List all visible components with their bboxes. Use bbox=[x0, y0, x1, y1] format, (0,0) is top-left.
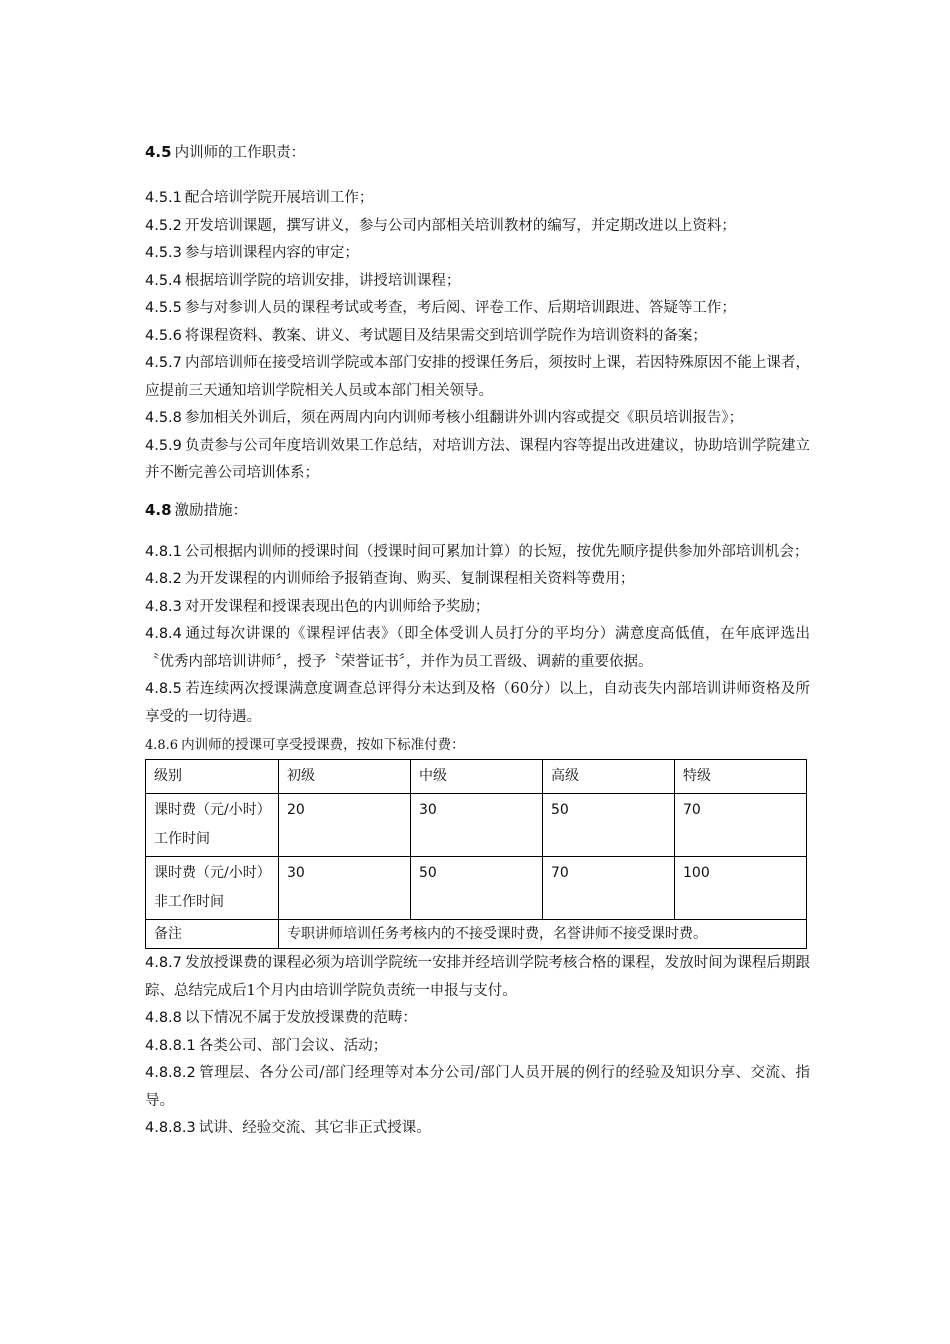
list-item: 4.5.5 参与对参训人员的课程考试或考查，考后阅、评卷工作、后期培训跟进、答疑等工作； bbox=[145, 300, 736, 316]
table-cell: 30 bbox=[279, 857, 411, 920]
list-item: 4.8.8 以下情况不属于发放授课费的范畴： bbox=[145, 1010, 417, 1026]
note-text: 专职讲师培训任务考核内的不接受课时费，名誉讲师不接受课时费。 bbox=[279, 920, 807, 949]
list-item: 4.8.3 对开发课程和授课表现出色的内训师给予奖励； bbox=[145, 598, 490, 615]
list-item: 4.5.7 内部培训师在接受培训学院或本部门安排的授课任务后，须按时上课，若因特殊原因不能上课者，应提前三天通知培训学院相关人员或本部门相关领导。 bbox=[145, 355, 810, 399]
section-heading-4-5 bbox=[145, 140, 810, 165]
section-title: 内训师的工作职责： bbox=[174, 145, 306, 161]
table-header-cell: 中级 bbox=[411, 760, 543, 794]
fee-table bbox=[145, 759, 807, 949]
list-item: 4.8.4 通过每次讲课的《课程评估表》（即全体受训人员打分的平均分）满意度高低值，在年底评选出〝优秀内部培训讲师〞，授予〝荣誉证书〞，并作为员工晋级、调薪的重要依据。 bbox=[145, 626, 810, 670]
list-item: 4.8.5 若连续两次授课满意度调查总评得分未达到及格（60分）以上，自动丧失内部培训讲师资格及所享受的一切待遇。 bbox=[145, 681, 810, 725]
table-header-cell: 级别 bbox=[146, 760, 279, 794]
list-item: 4.5.1 配合培训学院开展培训工作； bbox=[145, 190, 374, 206]
list-item-4-8-6: 4.8.6 内训师的授课可享受授课费，按如下标准付费： bbox=[145, 737, 465, 753]
list-4-5 bbox=[145, 185, 810, 488]
list-item: 4.5.6 将课程资料、教案、讲义、考试题目及结果需交到培训学院作为培训资料的备案； bbox=[145, 327, 707, 344]
table-cell: 50 bbox=[411, 857, 543, 920]
list-4-8 bbox=[145, 539, 810, 732]
section-heading-4-8 bbox=[145, 498, 810, 523]
table-row bbox=[146, 794, 807, 857]
section-number: 4.8 bbox=[145, 500, 172, 519]
table-header-row bbox=[146, 760, 807, 794]
list-item: 4.8.8.2 管理层、各分公司/部门经理等对本分公司/部门人员开展的例行的经验及知识分享、交流、指导。 bbox=[145, 1065, 810, 1109]
table-row bbox=[146, 857, 807, 920]
table-cell: 50 bbox=[543, 794, 675, 857]
list-item: 4.5.8 参加相关外训后，须在两周内向内训师考核小组翻讲外训内容或提交《职员培训报告》； bbox=[145, 410, 744, 426]
table-cell: 30 bbox=[411, 794, 543, 857]
table-header-cell: 特级 bbox=[675, 760, 807, 794]
table-cell: 20 bbox=[279, 794, 411, 857]
table-note-row bbox=[146, 920, 807, 949]
list-item: 4.8.8.3 试讲、经验交流、其它非正式授课。 bbox=[145, 1120, 431, 1136]
row-label: 课时费（元/小时）非工作时间 bbox=[146, 857, 279, 920]
table-cell: 70 bbox=[543, 857, 675, 920]
document-page bbox=[145, 132, 810, 1143]
section-title: 激励措施： bbox=[174, 502, 248, 519]
list-item: 4.5.4 根据培训学院的培训安排，讲授培训课程； bbox=[145, 272, 461, 289]
table-cell: 100 bbox=[675, 857, 807, 920]
list-item: 4.5.2 开发培训课题，撰写讲义，参与公司内部相关培训教材的编写，并定期改进以上资料； bbox=[145, 217, 736, 234]
table-header-cell: 高级 bbox=[543, 760, 675, 794]
list-item: 4.5.3 参与培训课程内容的审定； bbox=[145, 245, 359, 261]
note-label: 备注 bbox=[146, 920, 279, 949]
list-4-8-tail bbox=[145, 950, 810, 1143]
list-item: 4.8.1 公司根据内训师的授课时间（授课时间可累加计算）的长短，按优先顺序提供参加外部培训机会； bbox=[145, 543, 809, 560]
list-item: 4.8.2 为开发课程的内训师给予报销查询、购买、复制课程相关资料等费用； bbox=[145, 571, 635, 587]
list-item: 4.8.7 发放授课费的课程必须为培训学院统一安排并经培训学院考核合格的课程，发放时间为课程后期跟踪、总结完成后1个月内由培训学院负责统一申报与支付。 bbox=[145, 955, 810, 999]
list-item: 4.5.9 负责参与公司年度培训效果工作总结，对培训方法、课程内容等提出改进建议，协助培训学院建立并不断完善公司培训体系； bbox=[145, 437, 810, 481]
section-number: 4.5 bbox=[145, 143, 172, 161]
table-cell: 70 bbox=[675, 794, 807, 857]
table-header-cell: 初级 bbox=[279, 760, 411, 794]
list-item: 4.8.8.1 各类公司、部门会议、活动； bbox=[145, 1037, 388, 1054]
row-label: 课时费（元/小时）工作时间 bbox=[146, 794, 279, 857]
